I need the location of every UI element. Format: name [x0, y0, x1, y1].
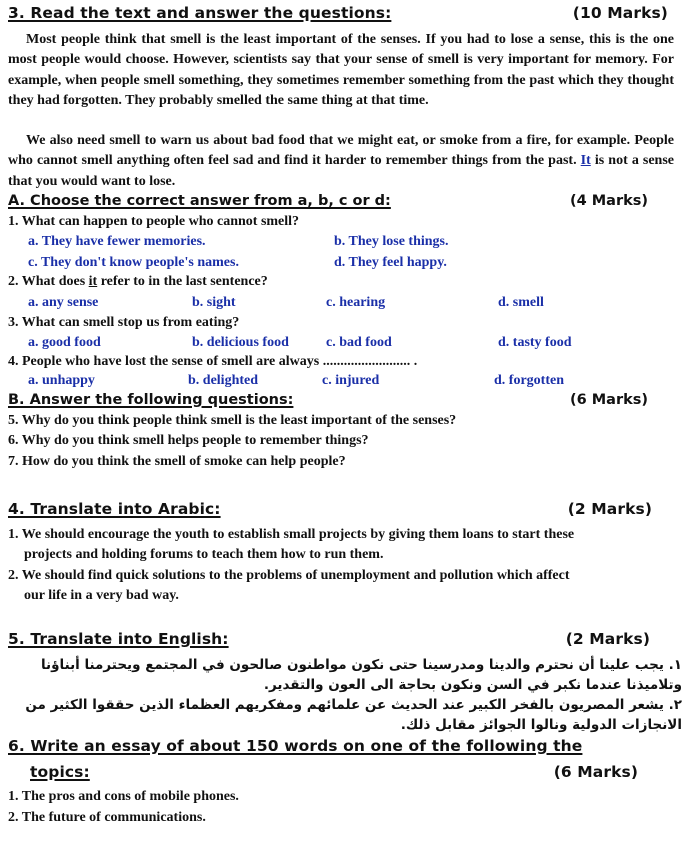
reading-underlined-it: It [580, 153, 591, 169]
question-2-pre: 2. What does [8, 274, 86, 289]
question-3-option-d: d. tasty food [498, 335, 572, 350]
part-b-heading [8, 392, 648, 408]
translate-english-item-2: ٢. يشعر المصريون بالفخر الكبير عند الحديث عن علمائهم ومفكريهم العظماء الذين حققوا الكثير من الانجازات الدولية ونالوا الجوائز مقابل ذلك. [25, 697, 682, 733]
question-1-option-a: a. They have fewer memories. [28, 234, 206, 249]
part-a-heading [8, 193, 648, 209]
question-2-option-c: c. hearing [326, 295, 386, 310]
question-4: 4. People who have lost the sense of smell are always ......................... . [8, 354, 418, 369]
question-2-option-b: b. sight [192, 295, 236, 310]
reading-paragraph-1: Most people think that smell is the least important of the senses. If you had to lose a sense, this is the one most people would choose. However, scientists say that your sense of smell is very important for memory. For example, when people smell something, they sometimes remember something from the past which they thought they had forgotten. They probably smelled the same thing at that time. [8, 32, 674, 108]
question-3-option-b: b. delicious food [192, 335, 289, 350]
question-3-option-a: a. good food [28, 335, 101, 350]
essay-topic-1: 1. The pros and cons of mobile phones. [8, 789, 239, 804]
section-6-heading-line-2 [30, 763, 638, 781]
question-6: 6. Why do you think smell helps people to remember things? [8, 433, 369, 448]
question-4-option-d: d. forgotten [494, 373, 564, 388]
translate-english-item-1: ١. يجب علينا أن نحترم والدينا ومدرسينا حتى نكون مواطنون صالحون في المجتمع ويحترمنا أبناؤنا وتلاميذنا عندما نكبر في السن ونكون بحاجة الى العون والتقدير. [40, 657, 682, 693]
question-4-option-b: b. delighted [188, 373, 259, 388]
question-3-option-c: c. bad food [326, 335, 392, 350]
part-b-marks: (6 Marks) [569, 392, 648, 408]
part-a-title: A. Choose the correct answer from a, b, c or d: [8, 193, 391, 209]
section-6-heading [8, 737, 668, 755]
translate-arabic-item-2-line-2: our life in a very bad way. [24, 588, 179, 603]
section-5-marks: (2 Marks) [565, 630, 650, 648]
section-6-marks: (6 Marks) [553, 763, 638, 781]
section-4-marks: (2 Marks) [567, 500, 652, 518]
question-2 [8, 274, 268, 290]
question-1: 1. What can happen to people who cannot smell? [8, 214, 300, 229]
question-5: 5. Why do you think people think smell is the least important of the senses? [8, 413, 457, 428]
reading-paragraph-2 [8, 131, 674, 192]
section-6-title-line-1: 6. Write an essay of about 150 words on one of the following the [8, 737, 583, 755]
question-7: 7. How do you think the smell of smoke can help people? [8, 454, 346, 469]
question-2-option-a: a. any sense [28, 295, 99, 310]
reading-paragraph-2-a: We also need smell to warn us about bad food that we might eat, or smoke from a fire, for example. People who cannot smell anything often feel sad and find it harder to remember things from the past. [8, 133, 674, 169]
translate-arabic-item-2-line-1: 2. We should find quick solutions to the problems of unemployment and pollution which affect [8, 568, 570, 583]
question-3: 3. What can smell stop us from eating? [8, 315, 240, 330]
section-6-title-line-2: topics: [30, 763, 90, 781]
question-4-option-a: a. unhappy [28, 373, 95, 388]
section-4-title: 4. Translate into Arabic: [8, 500, 221, 518]
part-b-title: B. Answer the following questions: [8, 392, 294, 408]
question-2-option-d: d. smell [498, 295, 544, 310]
question-4-option-c: c. injured [322, 373, 380, 388]
section-3-title: 3. Read the text and answer the questions: [8, 4, 392, 22]
question-1-option-b: b. They lose things. [334, 234, 449, 249]
question-2-it: it [88, 274, 98, 289]
question-1-option-c: c. They don't know people's names. [28, 255, 239, 270]
part-a-marks: (4 Marks) [569, 193, 648, 209]
section-3-heading [8, 4, 668, 22]
reading-paragraph-2-b: is not a sense that you would want to lose. [8, 153, 675, 189]
section-5-heading [8, 630, 668, 648]
section-3-marks: (10 Marks) [572, 4, 668, 22]
question-2-post: refer to in the last sentence? [100, 274, 268, 289]
translate-arabic-item-1-line-2: projects and holding forums to teach them how to run them. [24, 547, 384, 562]
essay-topic-2: 2. The future of communications. [8, 810, 206, 825]
section-5-title: 5. Translate into English: [8, 630, 229, 648]
translate-arabic-item-1-line-1: 1. We should encourage the youth to establish small projects by giving them loans to start these [8, 527, 575, 542]
section-4-heading [8, 500, 668, 518]
question-1-option-d: d. They feel happy. [334, 255, 447, 270]
